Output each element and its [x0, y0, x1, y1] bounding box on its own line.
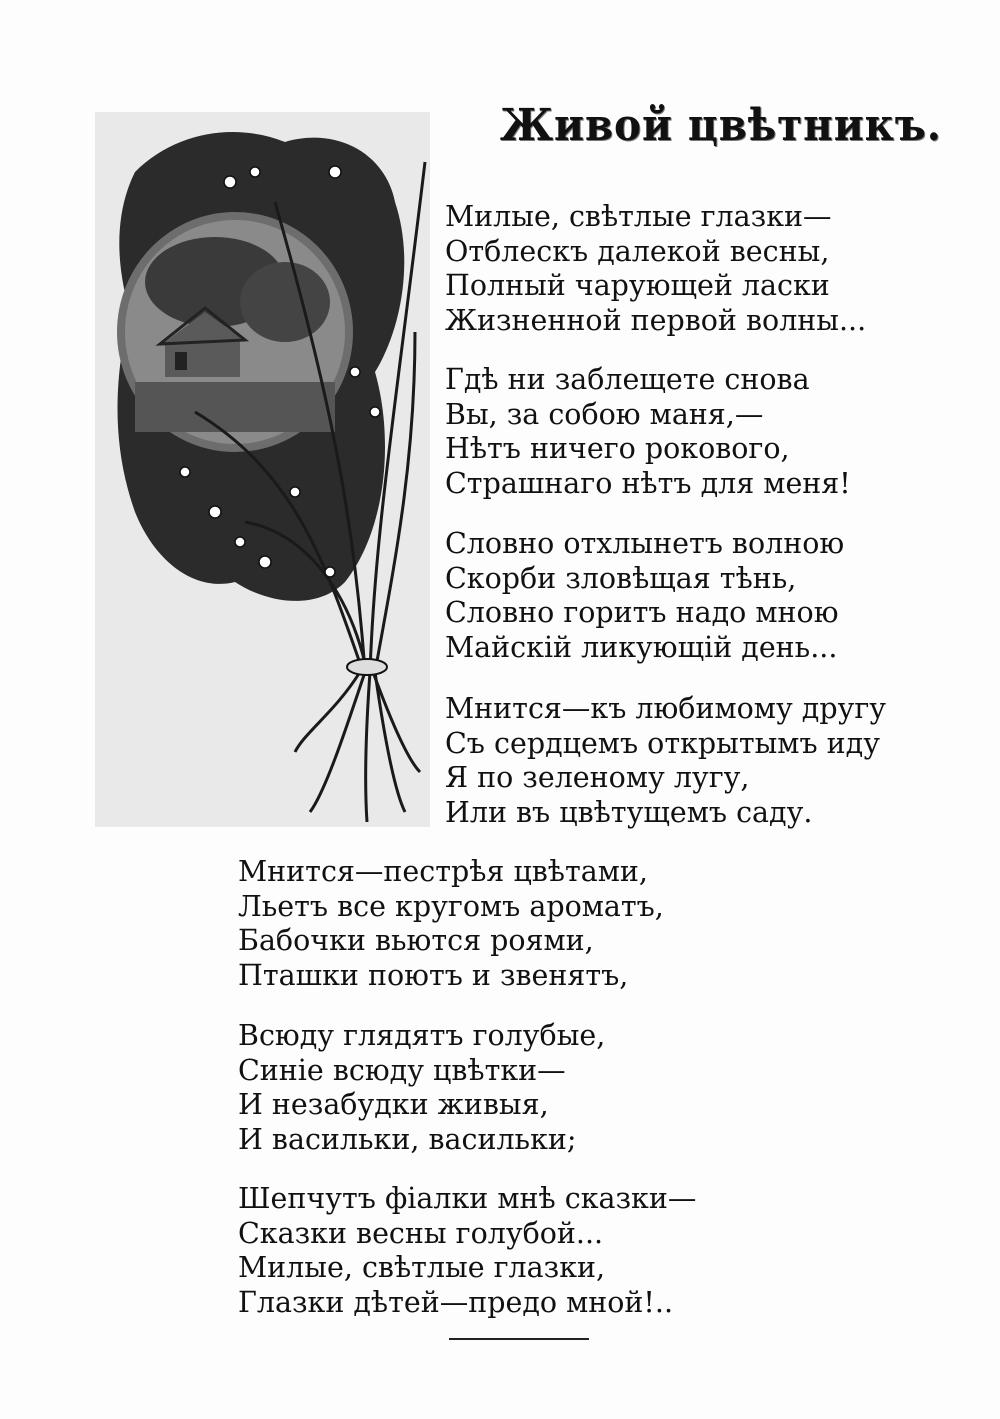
end-rule-divider	[449, 1338, 589, 1340]
poem-line: Полный чарующей ласки	[445, 269, 830, 302]
poem-line: Вы, за собою маня,—	[445, 397, 764, 431]
stanza-2	[445, 363, 851, 501]
poem-line: Сказки весны голубой...	[238, 1216, 604, 1250]
poem-line: Майскій ликующій день...	[445, 630, 838, 664]
stanza-5	[238, 855, 664, 993]
poem-line: И незабудки живыя,	[238, 1088, 549, 1121]
poem-line: Шепчутъ фіалки мнѣ сказки—	[238, 1182, 697, 1215]
stanza-1	[445, 200, 866, 338]
poem-line: Съ сердцемъ открытымъ иду	[445, 726, 880, 760]
poem-line: Милые, свѣтлые глазки,	[238, 1251, 606, 1284]
engraving-illustration	[95, 112, 430, 827]
stanza-4	[445, 692, 886, 830]
poem-line: Гдѣ ни заблещете снова	[445, 363, 810, 396]
poem-line: Бабочки вьются роями,	[238, 924, 594, 957]
poem-title: Живой цвѣтникъ.	[500, 100, 942, 151]
poem-line: Словно горитъ надо мною	[445, 596, 839, 629]
poem-line: И васильки, васильки;	[238, 1122, 577, 1156]
stanza-6	[238, 1019, 605, 1157]
poem-line: Милые, свѣтлые глазки—	[445, 200, 832, 233]
stanza-7	[238, 1182, 696, 1320]
poem-line: Мнится—пестрѣя цвѣтами,	[238, 855, 648, 888]
poem-line: Жизненной первой волны...	[445, 303, 867, 337]
poem-line: Синіе всюду цвѣтки—	[238, 1053, 566, 1087]
poem-line: Словно отхлынетъ волною	[445, 527, 845, 560]
poem-line: Или въ цвѣтущемъ саду.	[445, 795, 813, 829]
stanza-3	[445, 527, 844, 665]
poem-line: Страшнаго нѣтъ для меня!	[445, 466, 851, 500]
poem-line: Отблескъ далекой весны,	[445, 234, 830, 268]
poem-line: Льетъ все кругомъ ароматъ,	[238, 889, 664, 923]
poem-line: Я по зеленому лугу,	[445, 761, 750, 794]
poem-line: Пташки поютъ и звенятъ,	[238, 958, 629, 992]
poem-line: Глазки дѣтей—предо мной!..	[238, 1285, 674, 1319]
poem-line: Нѣтъ ничего рокового,	[445, 432, 790, 465]
poem-line: Всюду глядятъ голубые,	[238, 1019, 606, 1052]
poem-line: Скорби зловѣщая тѣнь,	[445, 561, 797, 595]
poem-line: Мнится—къ любимому другу	[445, 692, 887, 725]
